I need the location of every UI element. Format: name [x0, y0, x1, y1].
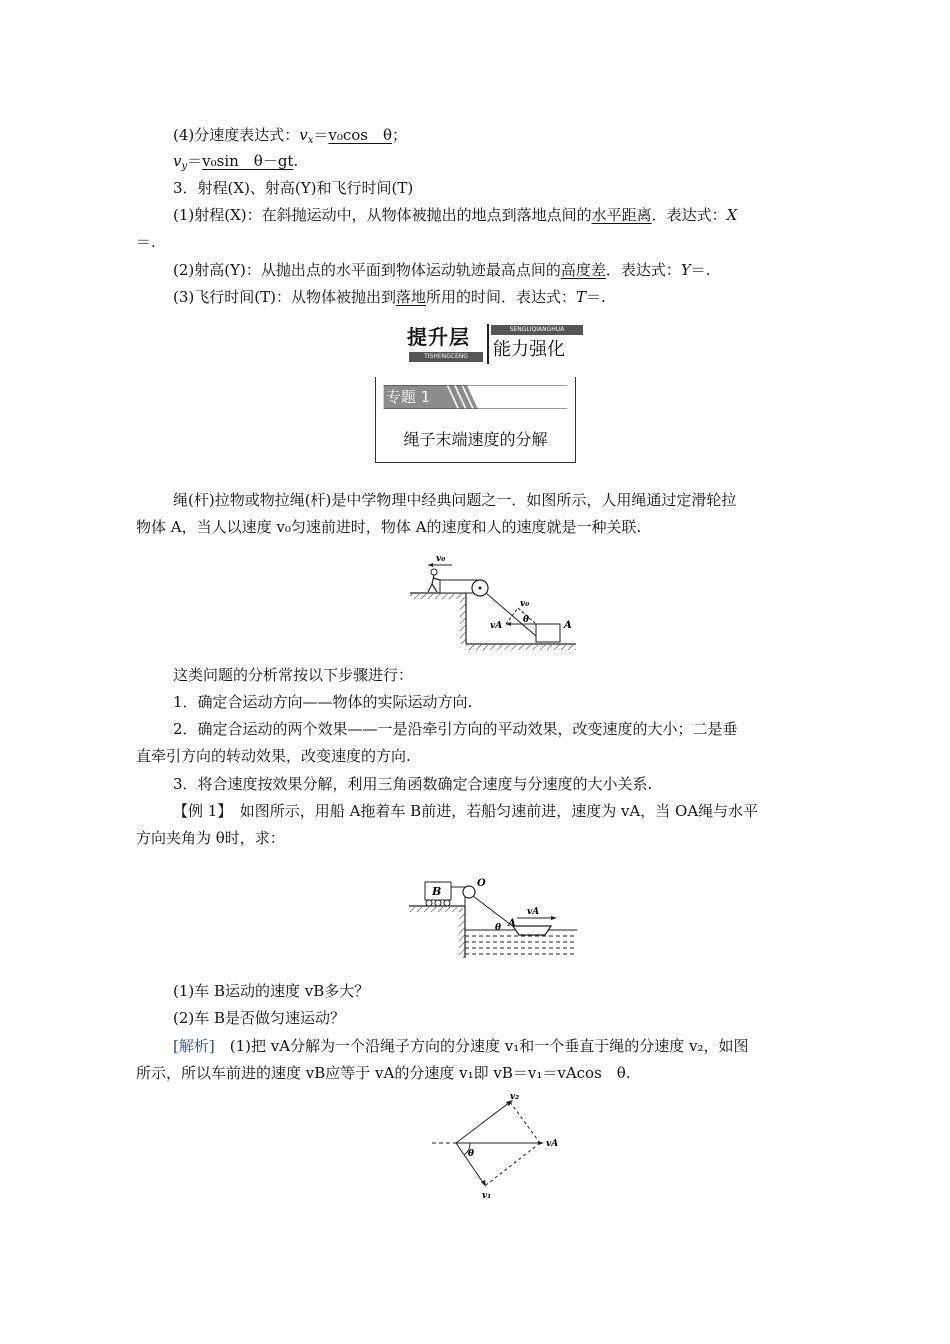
badge-sub: 能力强化	[493, 339, 565, 360]
symbol: Y	[680, 261, 691, 279]
text-line: 直牵引方向的转动效果，改变速度的方向.	[136, 747, 411, 765]
label-O: O	[477, 878, 486, 889]
label-A: A	[564, 620, 572, 631]
symbol: X	[726, 206, 738, 224]
figure-vector-decomposition	[430, 1088, 565, 1206]
text-line: (2)车 B是否做匀速运动？	[173, 1009, 346, 1027]
underlined-answer: 高度差	[560, 261, 606, 279]
text-line	[173, 286, 606, 308]
symbol: v	[299, 126, 308, 144]
badge-pinyin-bottom: TISHENGCENG	[409, 352, 483, 362]
label-theta: θ	[468, 1149, 475, 1159]
label-vA: vA	[490, 621, 503, 631]
symbol: v	[173, 152, 182, 170]
text: ；	[392, 126, 408, 144]
text-line	[173, 204, 737, 226]
subscript: x	[307, 135, 314, 146]
label-theta: θ	[495, 923, 502, 933]
label-v2: v₂	[510, 1092, 520, 1102]
underlined-answer: v₀cos θ	[328, 126, 393, 144]
text: (4)分速度表达式：	[173, 126, 300, 144]
text-line: 1．确定合运动方向——物体的实际运动方向.	[173, 693, 473, 711]
text: (3)飞行时间(T)：从物体被抛出到	[173, 288, 396, 306]
text: .	[293, 152, 299, 170]
badge-pinyin-top: SENGLIQIANGHUA	[491, 325, 583, 335]
badge-divider	[487, 324, 489, 364]
text-line: 3．将合速度按效果分解，利用三角函数确定合速度与分速度的大小关系.	[173, 775, 653, 793]
text-line: 所示，所以车前进的速度 vB应等于 vA的分速度 v₁即 vB＝v₁＝vAcos θ.	[136, 1064, 631, 1082]
subscript: y	[181, 161, 188, 172]
text-line	[173, 124, 407, 152]
label-vA: vA	[546, 1139, 559, 1149]
label-v0-rope: v₀	[520, 599, 530, 609]
label-A: A	[508, 918, 516, 929]
figure-boat-cart	[405, 874, 581, 960]
topic-box	[375, 377, 576, 463]
section-badge	[407, 324, 583, 364]
text-line	[173, 1035, 749, 1057]
text-line: ＝.	[136, 233, 156, 251]
text: (1)射程(X)：在斜抛运动中，从物体被抛出的地点到落地点间的	[173, 206, 592, 224]
label-v1: v₁	[482, 1191, 492, 1201]
text-line: 【例 1】 如图所示，用船 A拖着车 B前进，若船匀速前进，速度为 vA，当 OA绳与水平	[173, 802, 759, 820]
text-line	[173, 259, 711, 281]
symbol: T	[576, 288, 587, 306]
text: (1)把 vA分解为一个沿绳子方向的分速度 v₁和一个垂直于绳的分速度 v₂，如图	[214, 1037, 749, 1055]
text: ＝.	[690, 261, 711, 279]
text-line: 这类问题的分析常按以下步骤进行：	[173, 666, 414, 684]
underlined-answer: 落地	[395, 288, 426, 306]
topic-label: 专题 1	[386, 388, 431, 406]
text-line: 方向夹角为 θ时，求：	[136, 829, 285, 847]
label-v0-top: v₀	[436, 554, 446, 564]
text-line: 2．确定合运动的两个效果——一是沿牵引方向的平动效果，改变速度的大小；二是垂	[173, 720, 738, 738]
label-vA: vA	[527, 907, 540, 917]
underlined-answer: 水平距离	[591, 206, 652, 224]
text: ．表达式：	[651, 206, 727, 224]
badge-main: 提升层	[407, 325, 470, 349]
figure-pulley-pull	[408, 548, 580, 652]
topic-title: 绳子末端速度的分解	[403, 430, 548, 449]
text: ＝	[187, 152, 203, 170]
text-line	[173, 150, 298, 178]
text: ＝.	[586, 288, 606, 306]
text-line: 3．射程(X)、射高(Y)和飞行时间(T)	[173, 179, 414, 197]
label-theta: θ	[523, 615, 530, 625]
text: ．表达式：	[605, 261, 681, 279]
text-line: 绳(杆)拉物或物拉绳(杆)是中学物理中经典问题之一．如图所示，人用绳通过定滑轮拉	[173, 491, 737, 509]
text: ＝	[313, 126, 329, 144]
text-line: (1)车 B运动的速度 vB多大？	[173, 982, 370, 1000]
label-B: B	[432, 885, 442, 898]
text-line: 物体 A，当人以速度 v₀匀速前进时，物体 A的速度和人的速度就是一种关联.	[136, 518, 642, 536]
text: 所用的时间．表达式：	[425, 288, 576, 306]
analysis-tag: [解析]	[173, 1037, 215, 1055]
text: (2)射高(Y)：从抛出点的水平面到物体运动轨迹最高点间的	[173, 261, 561, 279]
underlined-answer: v₀sin θ－gt	[202, 152, 294, 170]
